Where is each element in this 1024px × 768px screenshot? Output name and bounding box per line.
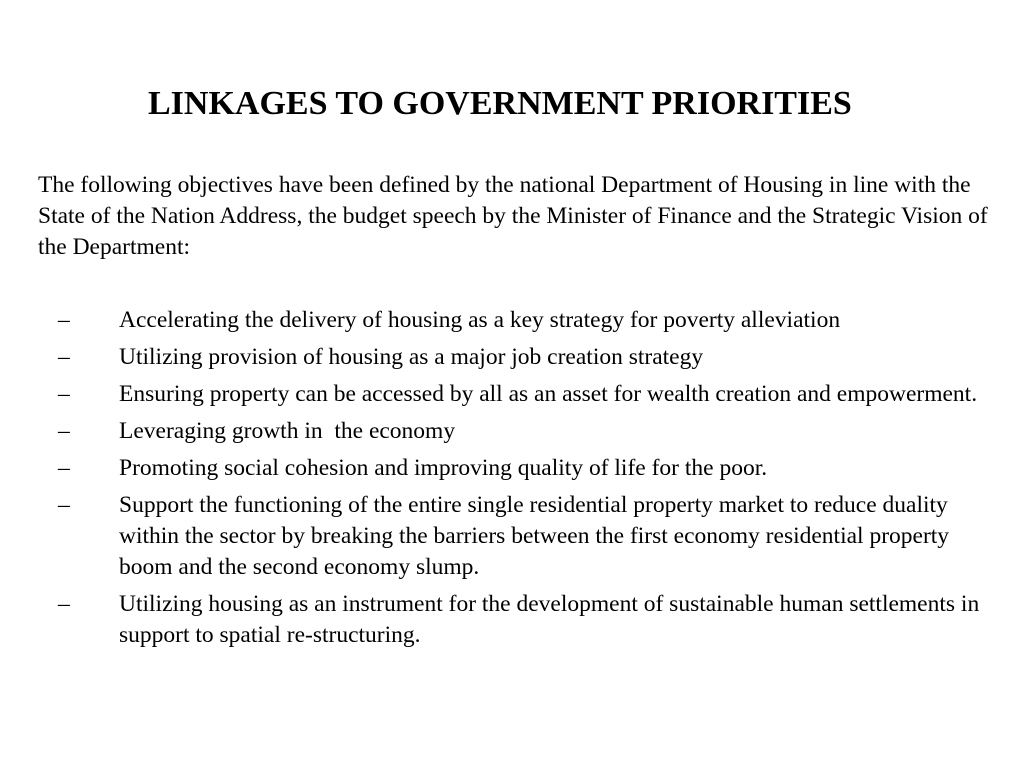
bullet-dash: – bbox=[58, 455, 70, 481]
objective-text: Leveraging growth in the economy bbox=[119, 418, 456, 444]
bullet-dash: – bbox=[58, 591, 70, 617]
objective-text: Utilizing housing as an instrument for the development of sustainable human settlements in support to spatial re-structuring. bbox=[119, 591, 980, 648]
bullet-dash: – bbox=[58, 492, 70, 518]
objective-item bbox=[38, 453, 1008, 484]
objective-item bbox=[38, 379, 1008, 410]
objective-item bbox=[38, 490, 1008, 583]
bullet-dash: – bbox=[58, 418, 70, 444]
objective-text: Utilizing provision of housing as a major job creation strategy bbox=[119, 344, 704, 370]
objective-item bbox=[38, 342, 1008, 373]
objective-item bbox=[38, 305, 1008, 336]
objective-item bbox=[38, 416, 1008, 447]
objective-item bbox=[38, 589, 1008, 651]
objective-text: Accelerating the delivery of housing as a key strategy for poverty alleviation bbox=[119, 307, 841, 333]
objectives-list bbox=[38, 305, 1008, 657]
bullet-dash: – bbox=[58, 344, 70, 370]
objective-text: Promoting social cohesion and improving quality of life for the poor. bbox=[119, 455, 768, 481]
bullet-dash: – bbox=[58, 307, 70, 333]
objective-text: Ensuring property can be accessed by all as an asset for wealth creation and empowerment. bbox=[119, 381, 978, 407]
objective-text: Support the functioning of the entire single residential property market to reduce duality within the sector by breaking the barriers between the first economy residential property boom and the second economy slump. bbox=[119, 492, 950, 580]
intro-paragraph: The following objectives have been defined by the national Department of Housing in line with the State of the Nation Address, the budget speech by the Minister of Finance and the Strategic Vision of the Department: bbox=[38, 172, 988, 260]
slide-title: LINKAGES TO GOVERNMENT PRIORITIES bbox=[148, 85, 852, 122]
bullet-dash: – bbox=[58, 381, 70, 407]
